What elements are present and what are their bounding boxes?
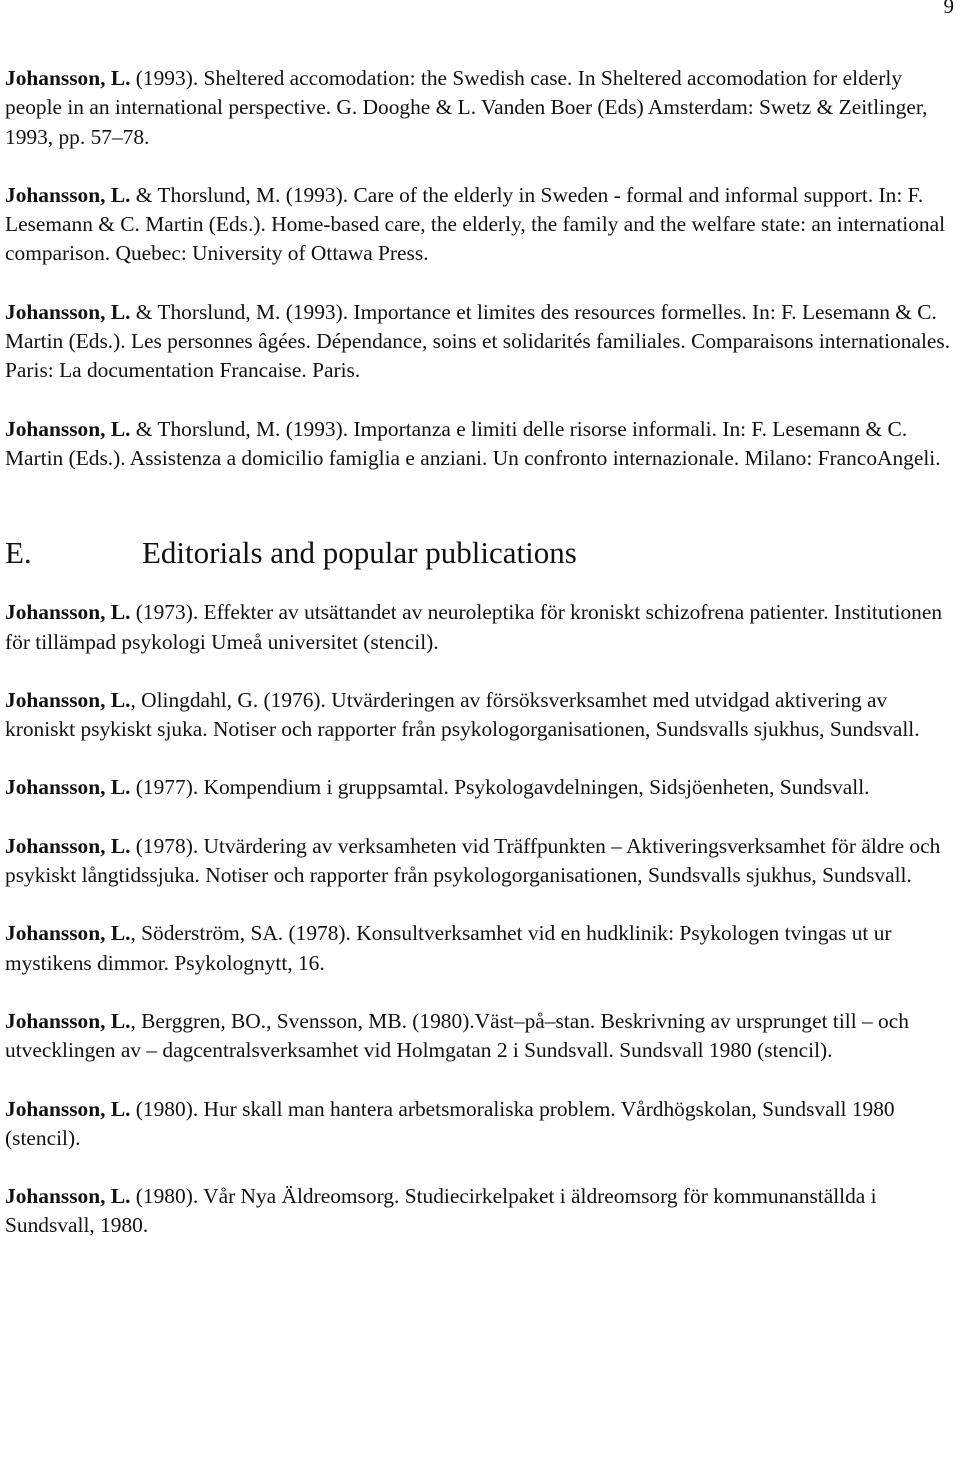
reference-author: Johansson, L. (5, 1184, 131, 1209)
reference-text: & Thorslund, M. (1993). Importance et limites des resources formelles. In: F. Lesemann & C. Martin (Eds.). Les personnes âgées. Dépendance, soins et solidarités familiales. Comparaisons internationales. Paris: La documentation Francaise. Paris. (5, 299, 951, 383)
reference-text: , Söderström, SA. (1978). Konsultverksamhet vid en hudklinik: Psykologen tvingas ut ur mystikens dimmor. Psykolognytt, 16. (5, 921, 892, 975)
reference-author: Johansson, L. (5, 182, 131, 207)
reference-author: Johansson, L. (5, 833, 131, 858)
section-title: Editorials and popular publications (142, 535, 577, 571)
reference-author: Johansson, L. (5, 775, 131, 800)
reference-author: Johansson, L. (5, 66, 131, 90)
reference-entry (5, 1095, 953, 1154)
reference-text: , Berggren, BO., Svensson, MB. (1980).Väst–på–stan. Beskrivning av ursprunget till – och utvecklingen av – dagcentralsverksamhet vid Holmgatan 2 i Sundsvall. Sundsvall 1980 (stencil). (5, 1008, 909, 1063)
reference-entry (5, 64, 953, 152)
reference-text: (1980). Vår Nya Äldreomsorg. Studiecirkelpaket i äldreomsorg för kommunanställda i Sundsvall, 1980. (5, 1184, 877, 1238)
reference-entry (5, 181, 953, 269)
reference-entry (5, 919, 953, 978)
reference-list (5, 64, 953, 1270)
reference-text: (1978). Utvärdering av verksamheten vid Träffpunkten – Aktiveringsverksamhet för äldre och psykiskt långtidssjuka. Notiser och rapporter från psykologorganisationen, Sundsvalls sjukhus, Sundsvall. (5, 833, 941, 888)
section-heading (5, 533, 953, 573)
reference-entry (5, 415, 953, 474)
page-number: 9 (943, 0, 954, 18)
reference-author: Johansson, L. (5, 1096, 131, 1121)
reference-entry (5, 686, 953, 745)
reference-author: Johansson, L. (5, 600, 131, 625)
reference-text: (1993). Sheltered accomodation: the Swedish case. In Sheltered accomodation for elderly people in an international perspective. G. Dooghe & L. Vanden Boer (Eds) Amsterdam: Swetz & Zeitlinger, 1993, pp. 57–78. (5, 66, 928, 149)
reference-entry (5, 773, 953, 802)
reference-text: (1980). Hur skall man hantera arbetsmoraliska problem. Vårdhögskolan, Sundsvall 1980 (stencil). (5, 1096, 895, 1150)
reference-text: & Thorslund, M. (1993). Care of the elderly in Sweden - formal and informal support. In: F. Lesemann & C. Martin (Eds.). Home-based care, the elderly, the family and the welfare state: an international comparison. Quebec: University of Ottawa Press. (5, 182, 946, 266)
reference-entry (5, 598, 953, 657)
reference-entry (5, 298, 953, 386)
reference-entry (5, 1182, 953, 1241)
reference-entry (5, 1007, 953, 1066)
reference-author: Johansson, L. (5, 1008, 131, 1033)
reference-text: & Thorslund, M. (1993). Importanza e limiti delle risorse informali. In: F. Lesemann & C. Martin (Eds.). Assistenza a domicilio famiglia e anziani. Un confronto internazionale. Milano: FrancoAngeli. (5, 416, 941, 470)
reference-author: Johansson, L. (5, 687, 131, 712)
reference-author: Johansson, L. (5, 416, 131, 441)
reference-text: (1977). Kompendium i gruppsamtal. Psykologavdelningen, Sidsjöenheten, Sundsvall. (130, 775, 870, 800)
reference-author: Johansson, L. (5, 299, 131, 324)
section-letter: E. (5, 535, 32, 571)
reference-author: Johansson, L. (5, 921, 131, 946)
reference-text: , Olingdahl, G. (1976). Utvärderingen av försöksverksamhet med utvidgad aktivering av kroniskt psykiskt sjuka. Notiser och rapporter från psykologorganisationen, Sundsvalls sjukhus, Sundsvall. (5, 687, 920, 742)
reference-text: (1973). Effekter av utsättandet av neuroleptika för kroniskt schizofrena patienter. Institutionen för tillämpad psykologi Umeå universitet (stencil). (5, 600, 943, 654)
reference-entry (5, 832, 953, 891)
